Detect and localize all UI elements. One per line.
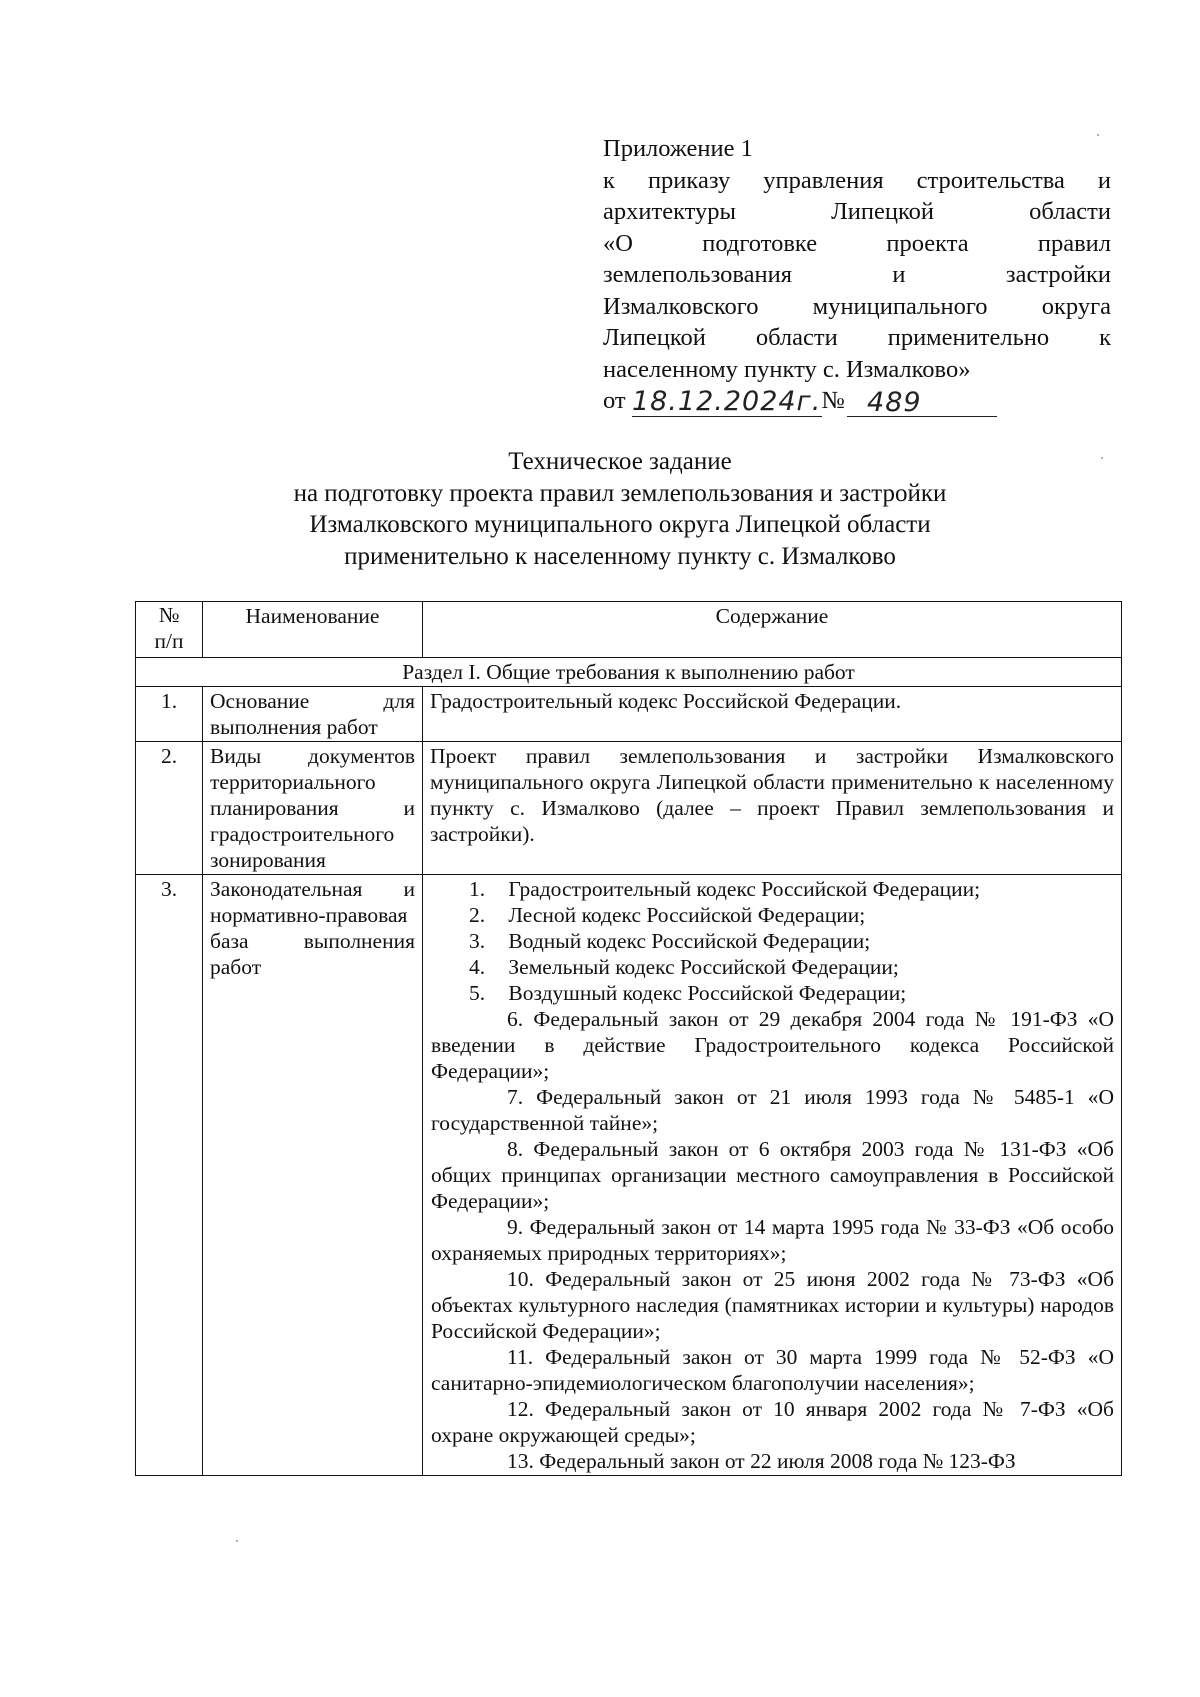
law-number: 6. xyxy=(507,1007,524,1031)
list-item xyxy=(431,902,1114,928)
document-title-line: Измалковского муниципального округа Липецкой области xyxy=(309,511,931,538)
law-text: Градостроительный кодекс Российской Федерации; xyxy=(508,877,981,901)
appendix-line: архитектуры Липецкой области xyxy=(603,198,1111,225)
row-name: Виды документов территориального планирования и градостроительного зонирования xyxy=(203,742,423,875)
law-text: Федеральный закон от 21 июля 1993 года № 5485-1 «О государственной тайне»; xyxy=(431,1085,1115,1135)
law-text: Лесной кодекс Российской Федерации; xyxy=(508,903,866,927)
order-number: 489 xyxy=(847,389,997,417)
row-name: Законодательная и нормативно-правовая база выполнения работ xyxy=(203,875,423,1476)
law-number: 5. xyxy=(469,981,486,1005)
list-item xyxy=(431,954,1114,980)
law-number: 2. xyxy=(469,903,486,927)
table-row xyxy=(136,875,1122,1476)
row-content: Градостроительный кодекс Российской Федерации. xyxy=(423,687,1122,742)
law-number: 13. xyxy=(507,1449,534,1473)
row-content xyxy=(423,875,1122,1476)
appendix-line: Измалковского муниципального округа xyxy=(603,292,1111,320)
scan-speck xyxy=(1097,134,1099,136)
section-title: Раздел I. Общие требования к выполнению работ xyxy=(136,658,1122,687)
list-item xyxy=(431,1266,1114,1344)
list-item xyxy=(431,1084,1114,1136)
law-number: 9. xyxy=(507,1215,524,1239)
law-number: 1. xyxy=(469,877,486,901)
order-date-number xyxy=(603,385,1111,417)
law-number: 7. xyxy=(507,1085,524,1109)
row-name: Основание для выполнения работ xyxy=(203,687,423,742)
list-item xyxy=(431,876,1114,902)
law-text: Федеральный закон от 14 марта 1995 года № 33-ФЗ «Об особо охраняемых природных территориях»; xyxy=(431,1215,1115,1265)
list-item xyxy=(431,1344,1114,1396)
table-row xyxy=(136,687,1122,742)
document-title-line: применительно к населенному пункту с. Измалково xyxy=(344,542,896,570)
row-num: 1. xyxy=(136,687,203,742)
list-item xyxy=(431,1136,1114,1214)
law-number: 10. xyxy=(507,1267,534,1291)
list-item xyxy=(431,1448,1114,1474)
law-number: 8. xyxy=(507,1137,524,1161)
document-title-line: на подготовку проекта правил землепользования и застройки xyxy=(293,479,947,507)
document-title xyxy=(180,446,1060,572)
table-row xyxy=(136,742,1122,875)
appendix-line: Липецкой области применительно к xyxy=(603,324,1111,351)
list-item xyxy=(431,1396,1114,1448)
list-item xyxy=(431,1006,1114,1084)
law-text: Земельный кодекс Российской Федерации; xyxy=(508,955,899,979)
scan-speck xyxy=(236,1540,238,1542)
table-header-row xyxy=(136,602,1122,658)
appendix-line: населенному пункту с. Измалково» xyxy=(603,355,971,383)
section-row xyxy=(136,658,1122,687)
header-content: Содержание xyxy=(423,602,1122,658)
row-num: 2. xyxy=(136,742,203,875)
law-text: Федеральный закон от 29 декабря 2004 года № 191-ФЗ «О введении в действие Градостроительного кодекса Российской Федерации»; xyxy=(431,1007,1114,1083)
order-prefix: от xyxy=(603,387,626,414)
law-number: 11. xyxy=(507,1345,534,1369)
list-item xyxy=(431,928,1114,954)
law-text: Федеральный закон от 22 июля 2008 года № 123-ФЗ xyxy=(539,1449,1016,1473)
appendix-line: землепользования и застройки xyxy=(603,261,1111,288)
laws-list xyxy=(431,876,1114,1474)
row-content: Проект правил землепользования и застройки Измалковского муниципального округа Липецкой области применительно к населенному пункту с. Измалково (далее – проект Правил землепользования и застройки). xyxy=(423,742,1122,875)
law-text: Федеральный закон от 25 июня 2002 года № 73-ФЗ «Об объектах культурного наследия (памятниках истории и культуры) народов Российской Федерации»; xyxy=(431,1267,1115,1343)
appendix-line: «О подготовке проекта правил xyxy=(603,229,1111,257)
list-item xyxy=(431,980,1114,1006)
document-title-line: Техническое задание xyxy=(508,448,732,475)
appendix-title: Приложение 1 xyxy=(603,135,753,162)
order-number-sign: № xyxy=(821,387,846,414)
law-text: Федеральный закон от 10 января 2002 года № 7-ФЗ «Об охране окружающей среды»; xyxy=(431,1397,1114,1447)
appendix-block xyxy=(603,133,1111,417)
law-number: 3. xyxy=(469,929,486,953)
scan-speck xyxy=(1101,457,1103,459)
header-num: № п/п xyxy=(136,602,203,658)
list-item xyxy=(431,1214,1114,1266)
header-name: Наименование xyxy=(203,602,423,658)
law-text: Воздушный кодекс Российской Федерации; xyxy=(508,981,907,1005)
appendix-line: к приказу управления строительства и xyxy=(603,166,1111,194)
law-number: 12. xyxy=(507,1397,534,1421)
law-number: 4. xyxy=(469,955,486,979)
law-text: Федеральный закон от 30 марта 1999 года № 52-ФЗ «О санитарно-эпидемиологическом благополучии населения»; xyxy=(431,1345,1114,1395)
law-text: Федеральный закон от 6 октября 2003 года № 131-ФЗ «Об общих принципах организации местного самоуправления в Российской Федерации»; xyxy=(431,1137,1114,1213)
order-date: 18.12.2024г. xyxy=(631,385,822,417)
row-num: 3. xyxy=(136,875,203,1476)
spec-table xyxy=(135,601,1122,1476)
law-text: Водный кодекс Российской Федерации; xyxy=(508,929,871,953)
